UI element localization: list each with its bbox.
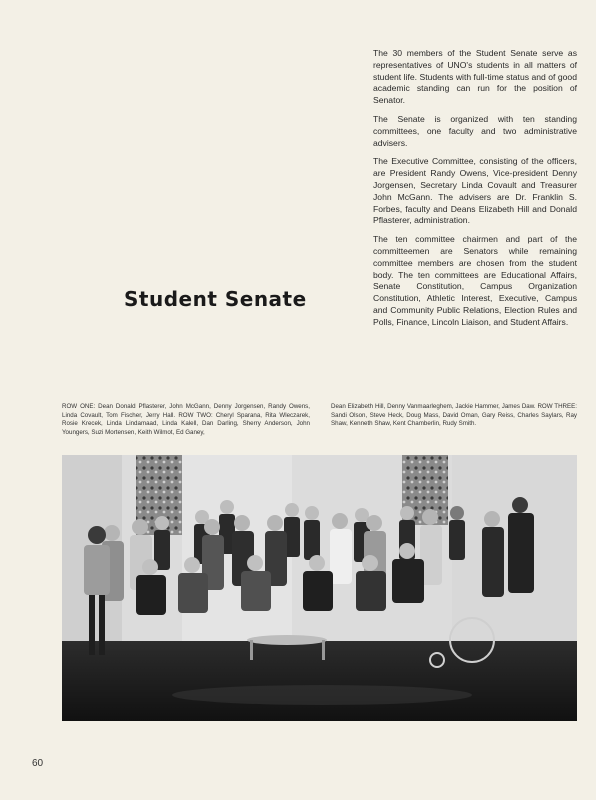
intro-paragraph-2: The Senate is organized with ten standing committees, one faculty and two administrative advisers. (373, 113, 577, 148)
page-title: Student Senate (124, 287, 307, 311)
page-number: 60 (32, 758, 44, 769)
group-photo (62, 455, 577, 721)
group-photo-illustration (62, 455, 577, 721)
photo-caption-left: ROW ONE: Dean Donald Pflasterer, John McGann, Denny Jorgensen, Randy Owens, Linda Covault, Tom Fischer, Jerry Hall. ROW TWO: Cheryl Sparana, Rita Wleczarek, Rosie Krecek, Linda Lindamaad, Linda Kalell, Dan Darling, Sherry Anderson, John Youngers, Suzi Mortensen, Keith Wilmot, Ed Ganey, (62, 403, 310, 436)
intro-paragraph-1: The 30 members of the Student Senate serve as representatives of UNO's students in all matters of student life. Students with full-time status and of good academic standing can run for the position of Senator. (373, 48, 577, 106)
intro-paragraph-3: The Executive Committee, consisting of the officers, are President Randy Owens, Vice-president Denny Jorgensen, Secretary Linda Covault and Treasurer John McGann. The advisers are Dr. Franklin S. Forbes, faculty and Deans Elizabeth Hill and Donald Pflasterer, administration. (373, 156, 577, 226)
photo-caption-right: Dean Elizabeth Hill, Denny Vanmaarleghem, Jackie Hammer, James Daw. ROW THREE: Sandi Olson, Steve Heck, Doug Mass, David Oman, Gary Reiss, Charles Saylars, Ray Shaw, Kenneth Shaw, Kent Chamberlin, Rudy Smith. (331, 403, 577, 428)
intro-text (373, 48, 577, 336)
intro-paragraph-4: The ten committee chairmen and part of the committeemen are Senators while remaining committee members are chosen from the student body. The ten committees are Educational Affairs, Senate Constitution, Campus Organization Constitution, Athletic Interest, Executive, Campus and Community Public Relations, Election Rules and Polls, Finance, Lincoln Liaison, and Student Affairs. (373, 234, 577, 327)
